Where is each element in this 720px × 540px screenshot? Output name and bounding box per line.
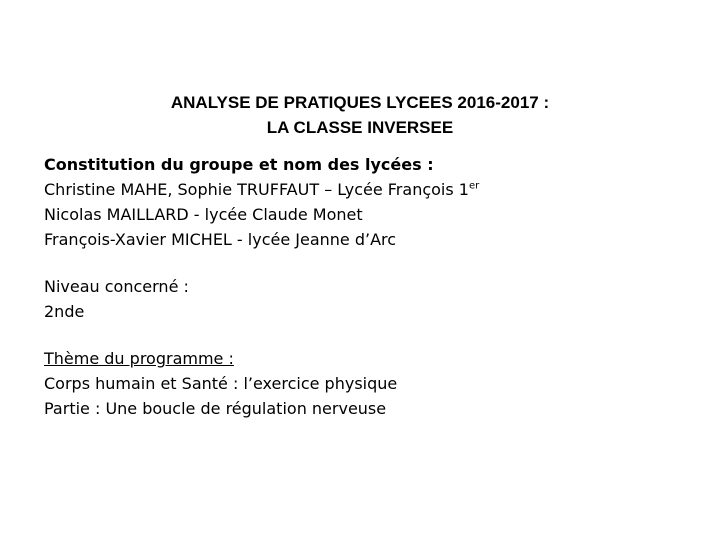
niveau-heading: Niveau concerné : bbox=[44, 277, 189, 296]
slide-title bbox=[0, 90, 720, 140]
constitution-line-1 bbox=[44, 177, 479, 202]
spacer bbox=[44, 252, 479, 274]
ordinal-superscript: er bbox=[468, 180, 480, 192]
theme-heading: Thème du programme : bbox=[44, 349, 234, 368]
theme-heading-line bbox=[44, 346, 479, 371]
niveau-value: 2nde bbox=[44, 302, 85, 321]
constitution-heading: Constitution du groupe et nom des lycées : bbox=[44, 155, 434, 174]
constitution-line-1-text: Christine MAHE, Sophie TRUFFAUT – Lycée François 1 bbox=[44, 180, 469, 199]
constitution-line-2: Nicolas MAILLARD - lycée Claude Monet bbox=[44, 205, 363, 224]
constitution-line-3: François-Xavier MICHEL - lycée Jeanne d’Arc bbox=[44, 230, 397, 249]
title-line-1: ANALYSE DE PRATIQUES LYCEES 2016-2017 : bbox=[170, 93, 550, 112]
slide-body bbox=[44, 152, 479, 421]
title-line-2: LA CLASSE INVERSEE bbox=[266, 118, 454, 137]
theme-line-2: Partie : Une boucle de régulation nerveuse bbox=[44, 399, 387, 418]
theme-line-1: Corps humain et Santé : l’exercice physique bbox=[44, 374, 398, 393]
spacer bbox=[44, 324, 479, 346]
